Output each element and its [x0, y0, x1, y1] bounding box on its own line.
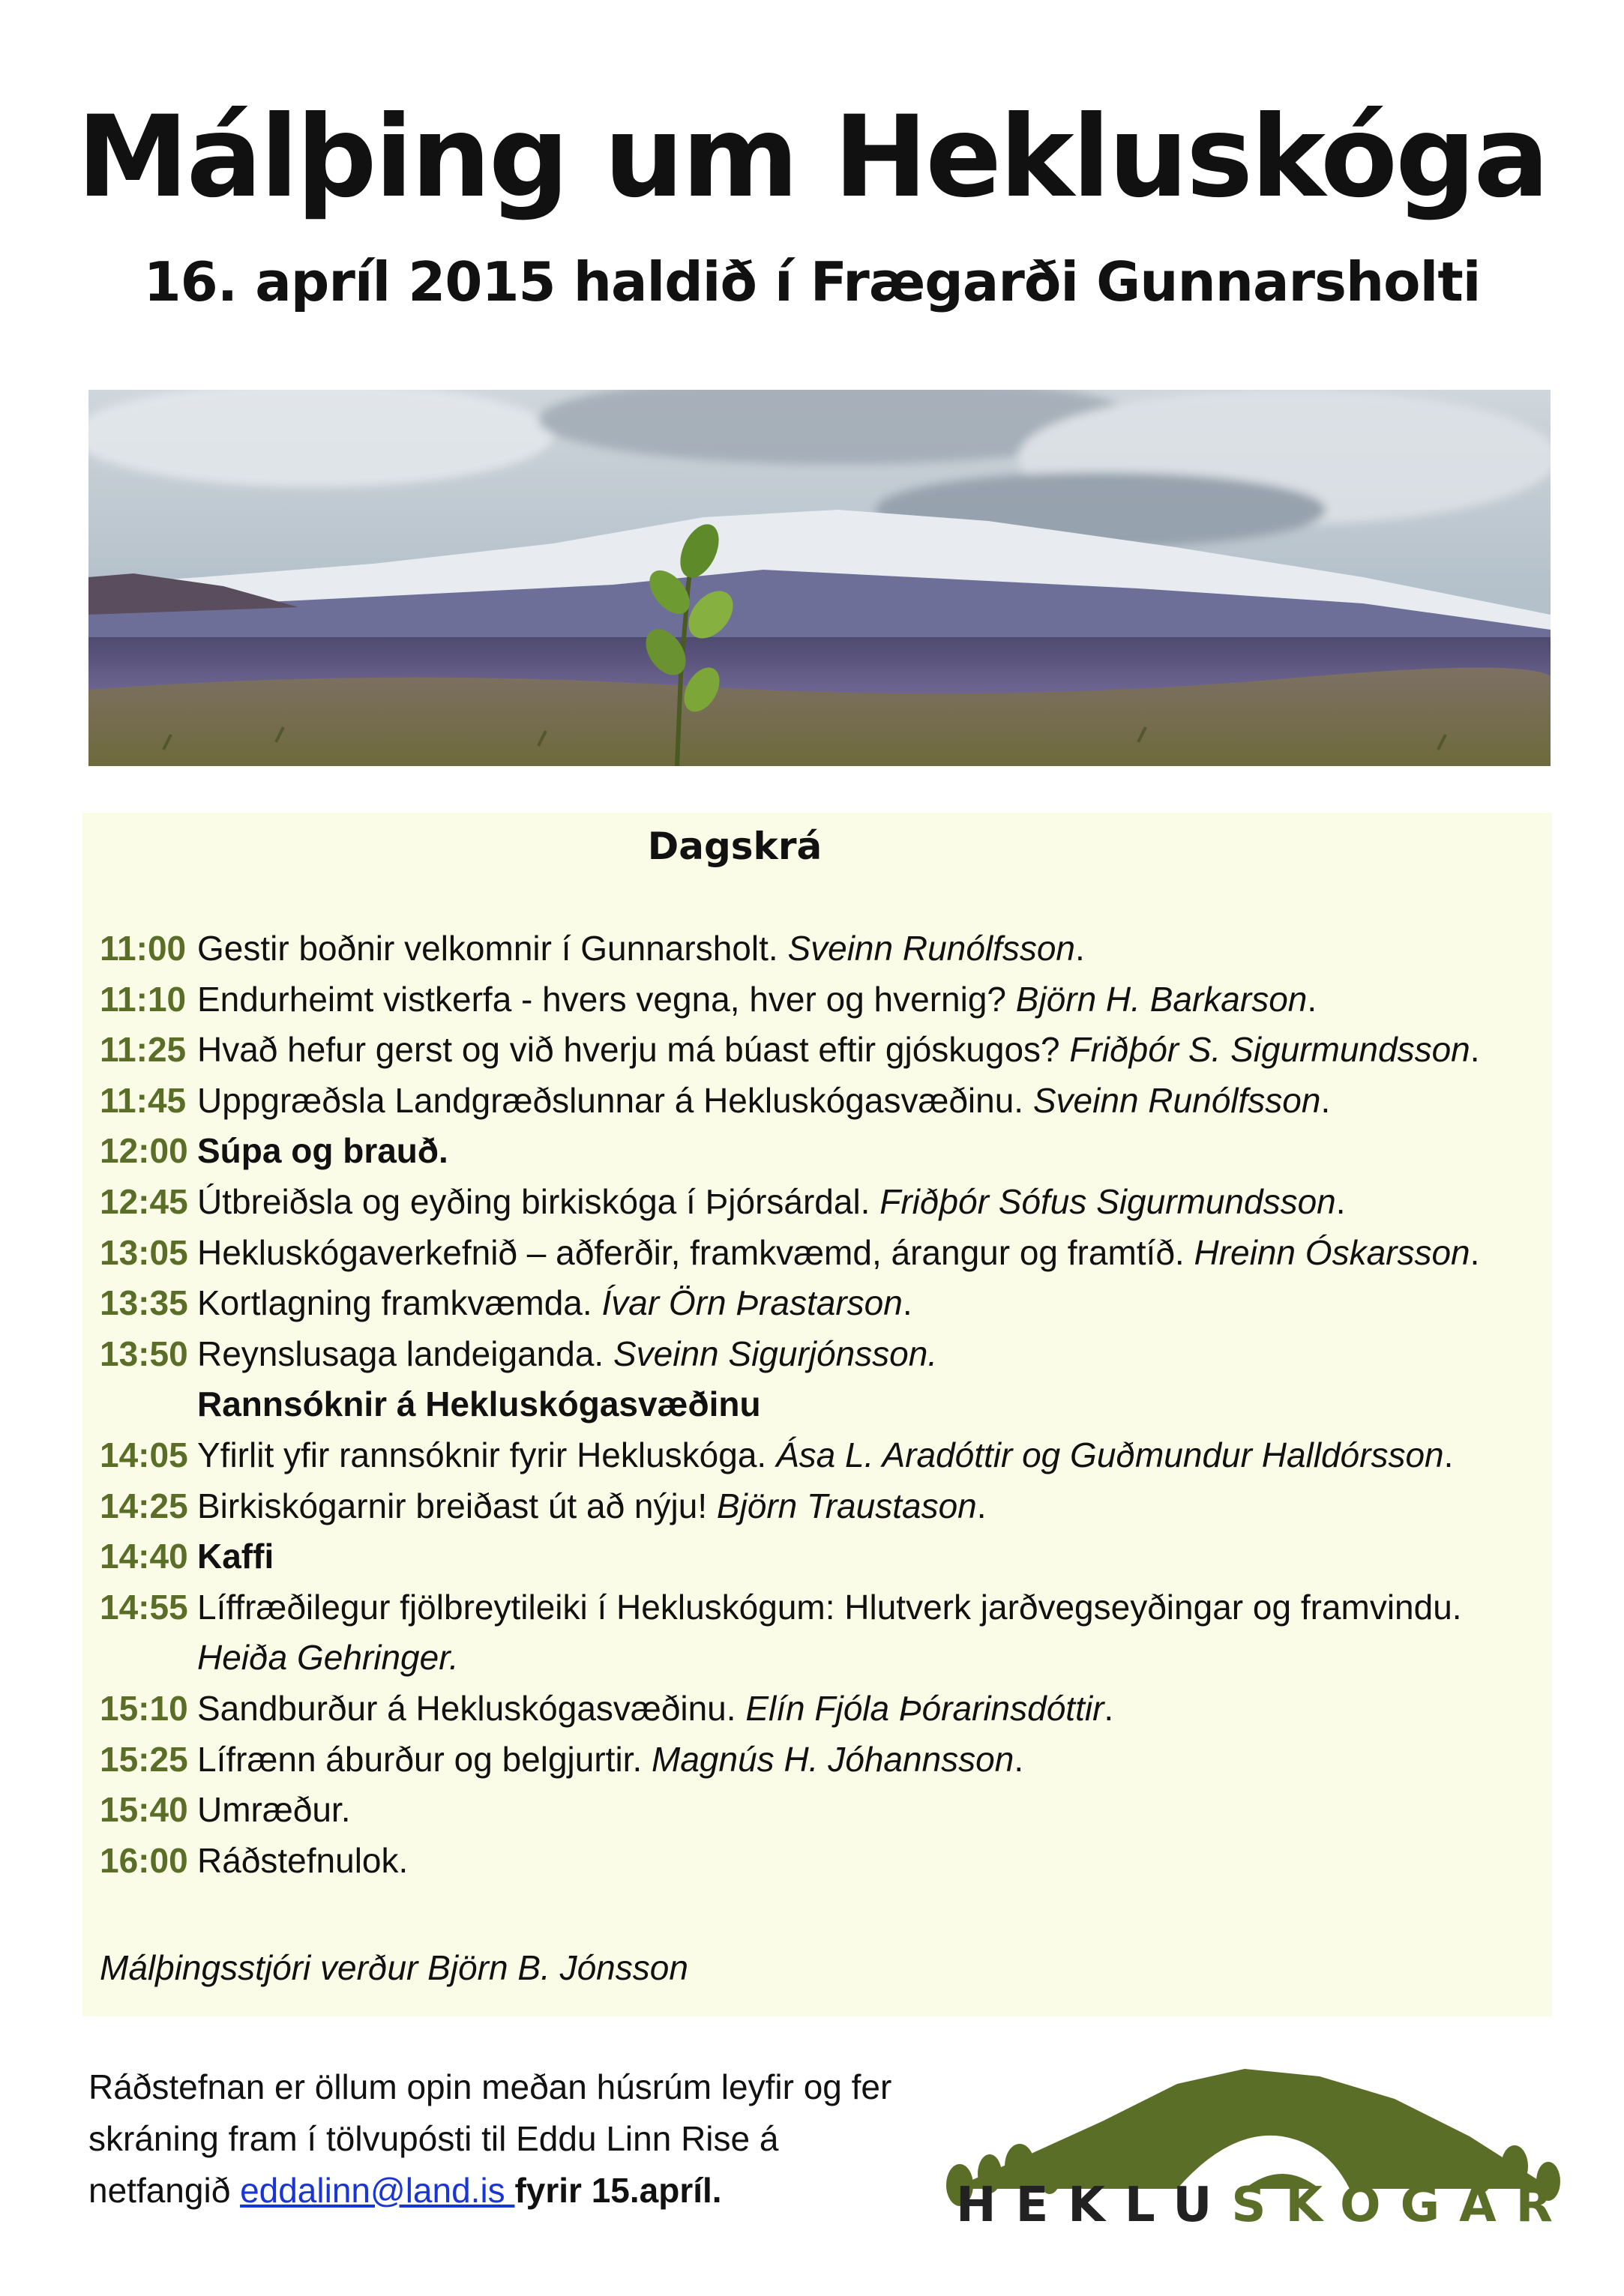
schedule-row: [100, 1481, 1547, 1532]
schedule-topic: Ráðstefnulok.: [197, 1840, 409, 1880]
schedule-speaker-continuation: Heiða Gehringer.: [197, 1638, 459, 1678]
schedule-time: 16:00: [100, 1840, 188, 1880]
schedule-speaker: Sveinn Sigurjónsson.: [613, 1334, 938, 1373]
schedule-row: [100, 1278, 1547, 1329]
schedule-row: [100, 1329, 1547, 1380]
schedule-topic: Gestir boðnir velkomnir í Gunnarsholt.: [197, 929, 788, 968]
logo-word-part2: SKÓGAR: [1231, 2178, 1572, 2233]
schedule-time: 11:45: [100, 1080, 187, 1120]
schedule-end: .: [1320, 1080, 1331, 1120]
schedule-row: [100, 1076, 1547, 1127]
schedule-end: .: [976, 1486, 987, 1525]
schedule-time: 12:45: [100, 1181, 188, 1221]
schedule-end: .: [1307, 979, 1317, 1019]
schedule-topic: Yfirlit yfir rannsóknir fyrir Hekluskóga.: [197, 1435, 776, 1474]
schedule-end: .: [1104, 1688, 1114, 1728]
schedule-time: 15:40: [100, 1790, 188, 1830]
schedule-time: 11:25: [100, 1030, 187, 1070]
schedule-time: 13:35: [100, 1283, 188, 1323]
registration-line: [88, 2165, 951, 2217]
registration-line: Ráðstefnan er öllum opin meðan húsrúm leyfir og fer: [88, 2067, 892, 2106]
schedule-time: 13:05: [100, 1232, 188, 1272]
schedule-speaker: Elín Fjóla Þórarinsdóttir: [745, 1688, 1104, 1728]
schedule-time: 14:55: [100, 1587, 188, 1627]
schedule-time: 15:10: [100, 1688, 188, 1728]
schedule-topic: Uppgræðsla Landgræðslunnar á Hekluskógasvæðinu.: [197, 1080, 1033, 1120]
page-subtitle: 16. apríl 2015 haldið í Frægarði Gunnarsholti: [143, 250, 1481, 313]
registration-prefix: netfangið: [88, 2171, 241, 2210]
schedule-time: 14:05: [100, 1435, 188, 1474]
schedule-list: [100, 923, 1547, 1886]
schedule-time: 14:25: [100, 1486, 188, 1525]
registration-line: skráning fram í tölvupósti til Eddu Linn Rise á: [88, 2119, 779, 2158]
schedule-row: [100, 1836, 1547, 1887]
schedule-section-heading: Rannsóknir á Hekluskógasvæðinu: [197, 1384, 761, 1424]
schedule-end: .: [902, 1283, 912, 1323]
schedule-topic: Umræður.: [197, 1790, 351, 1830]
schedule-topic: Hekluskógaverkefnið – aðferðir, framkvæmd, árangur og framtíð.: [197, 1232, 1194, 1272]
schedule-topic: Útbreiðsla og eyðing birkiskóga í Þjórsárdal.: [197, 1181, 880, 1221]
schedule-topic: Lífrænn áburður og belgjurtir.: [197, 1739, 652, 1779]
program-heading: Dagskrá: [647, 825, 822, 868]
schedule-row: [100, 1582, 1547, 1633]
schedule-speaker: Ása L. Aradóttir og Guðmundur Halldórsson: [775, 1435, 1444, 1474]
schedule-topic: Birkiskógarnir breiðast út að nýju!: [197, 1486, 717, 1525]
email-link[interactable]: eddalinn@land.is: [240, 2171, 515, 2210]
schedule-speaker: Sveinn Runólfsson: [787, 929, 1076, 968]
schedule-row: [100, 923, 1547, 974]
moderator-note: Málþingsstjóri verður Björn B. Jónsson: [100, 1948, 688, 1987]
schedule-speaker: Ívar Örn Þrastarson: [601, 1283, 903, 1323]
schedule-end: .: [1014, 1739, 1024, 1779]
schedule-speaker: Sveinn Runólfsson: [1032, 1080, 1321, 1120]
schedule-time: 15:25: [100, 1739, 188, 1779]
schedule-row: [100, 1177, 1547, 1228]
schedule-time: 12:00: [100, 1131, 188, 1171]
schedule-row: [100, 1126, 1547, 1177]
schedule-time: 11:00: [100, 929, 187, 968]
schedule-speaker: Friðþór S. Sigurmundsson: [1069, 1030, 1470, 1070]
schedule-speaker: Hreinn Óskarsson: [1194, 1232, 1470, 1272]
page-title: Málþing um Hekluskóga: [76, 92, 1548, 223]
schedule-topic: Endurheimt vistkerfa - hvers vegna, hver og hvernig?: [197, 979, 1016, 1019]
logo-word-part1: HEKLU: [956, 2178, 1232, 2233]
schedule-row: [100, 1785, 1547, 1836]
schedule-row: [100, 1735, 1547, 1786]
schedule-row: [100, 974, 1547, 1025]
schedule-topic: Hvað hefur gerst og við hverju má búast eftir gjóskugos?: [197, 1030, 1070, 1070]
schedule-row: [100, 1228, 1547, 1279]
schedule-speaker: Björn H. Barkarson: [1015, 979, 1308, 1019]
schedule-topic: Reynslusaga landeiganda.: [197, 1334, 613, 1373]
schedule-topic: Sandburður á Hekluskógasvæðinu.: [197, 1688, 746, 1728]
schedule-break: Kaffi: [197, 1537, 274, 1576]
logo-wordmark: [956, 2178, 1572, 2233]
schedule-speaker: Friðþór Sófus Sigurmundsson: [879, 1181, 1336, 1221]
schedule-topic: Kortlagning framkvæmda.: [197, 1283, 602, 1323]
schedule-break: Súpa og brauð.: [197, 1131, 448, 1171]
schedule-speaker: Magnús H. Jóhannsson: [652, 1739, 1014, 1779]
schedule-time: 14:40: [100, 1537, 188, 1576]
schedule-time: 13:50: [100, 1334, 188, 1373]
schedule-speaker: Björn Traustason: [716, 1486, 977, 1525]
schedule-row: [100, 1025, 1547, 1076]
registration-note: [88, 2061, 951, 2217]
schedule-row: [100, 1684, 1547, 1735]
schedule-end: .: [1470, 1232, 1480, 1272]
schedule-end: .: [1335, 1181, 1346, 1221]
schedule-time: 11:10: [100, 979, 187, 1019]
schedule-end: .: [1470, 1030, 1480, 1070]
schedule-topic: Líffræðilegur fjölbreytileiki í Hekluskógum: Hlutverk jarðvegseyðingar og framvindu.: [197, 1587, 1462, 1627]
schedule-row: [100, 1430, 1547, 1481]
registration-deadline: fyrir 15.apríl.: [514, 2171, 722, 2210]
schedule-end: .: [1075, 929, 1085, 968]
schedule-row: [100, 1531, 1547, 1582]
hekla-landscape-photo: [88, 390, 1551, 766]
schedule-end: .: [1443, 1435, 1454, 1474]
